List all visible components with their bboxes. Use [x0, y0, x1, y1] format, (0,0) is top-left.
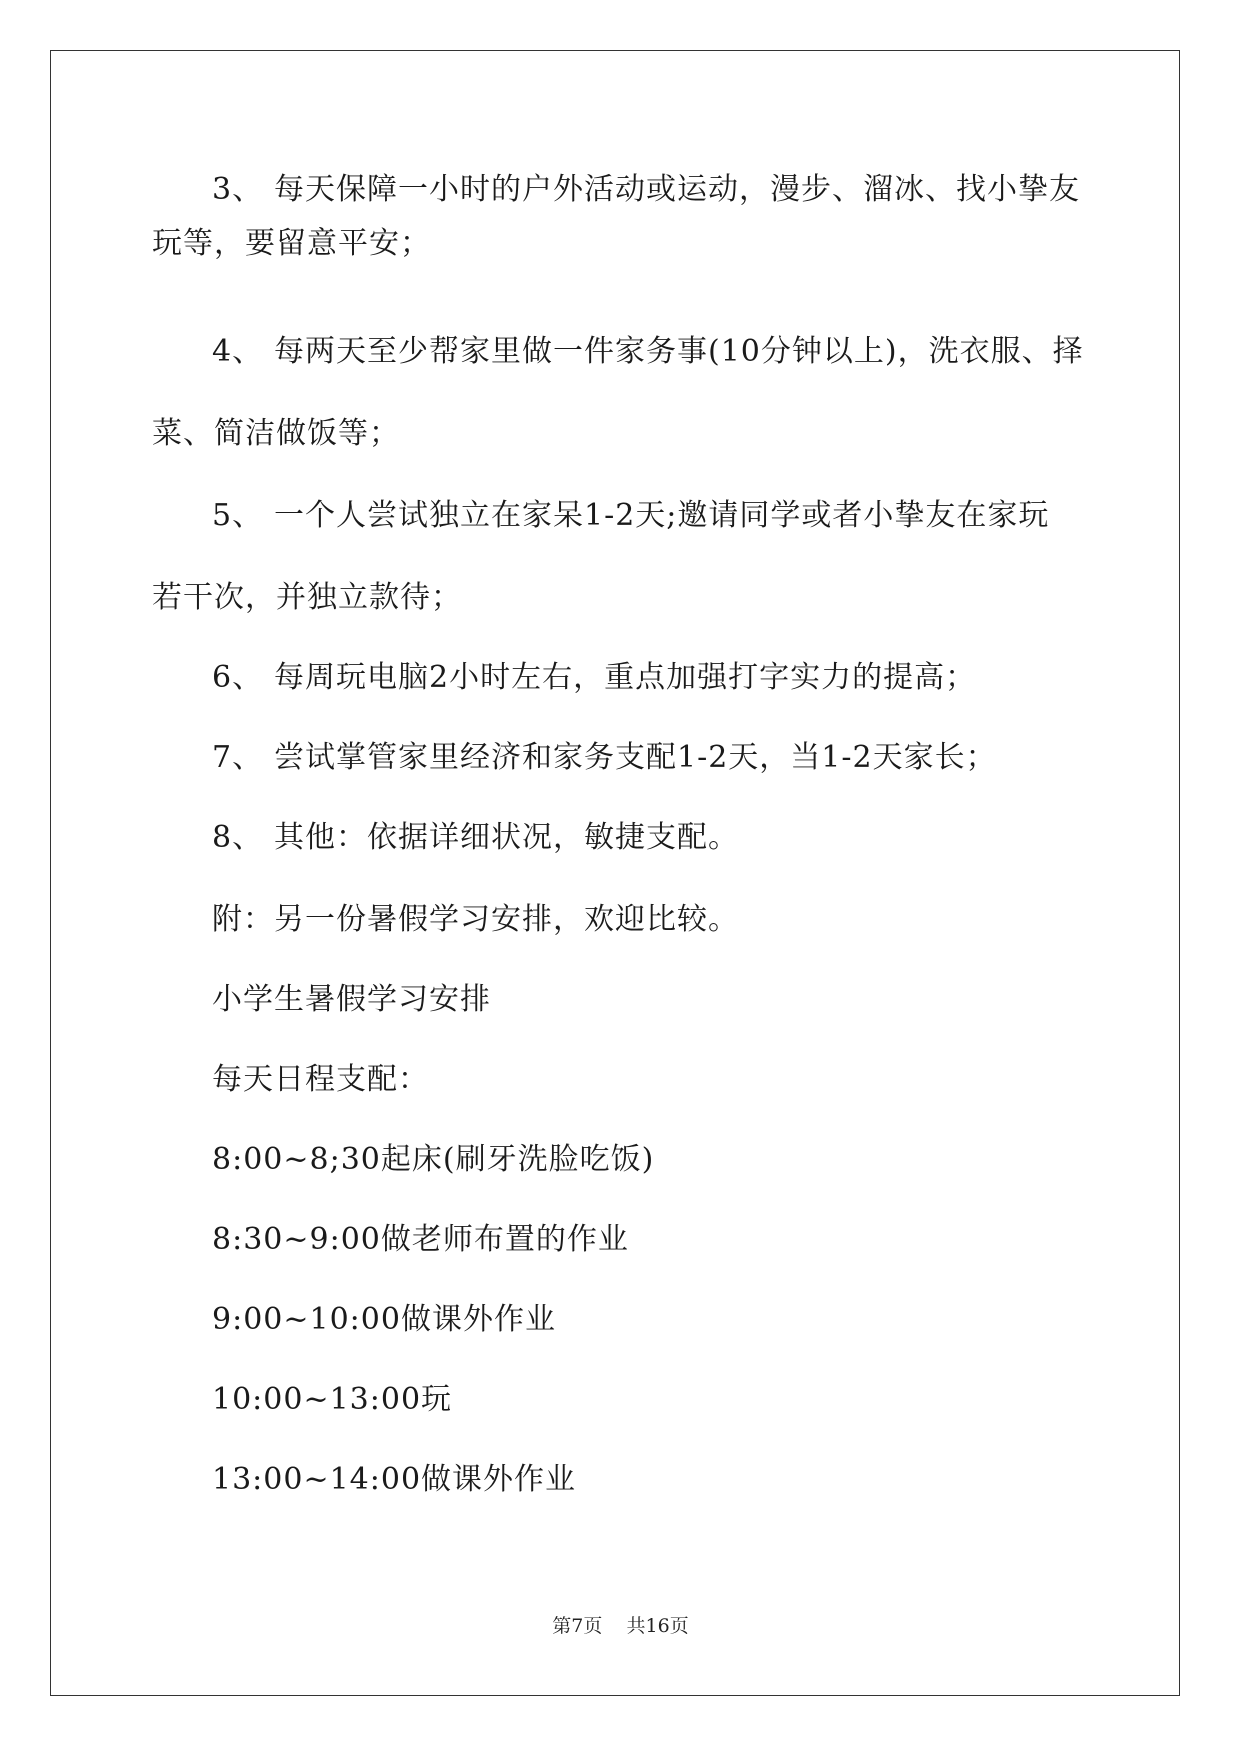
schedule-item: 10:00~13:00玩 — [212, 1382, 453, 1417]
schedule-item: 13:00~14:00做课外作业 — [212, 1462, 577, 1497]
list-item-text: 一个人尝试独立在家呆1-2天;邀请同学或者小挚友在家玩 — [274, 498, 1050, 533]
list-item-text: 每天保障一小时的户外活动或运动，漫步、溜冰、找小挚友 — [274, 172, 1080, 207]
list-number: 4、 — [212, 334, 264, 369]
schedule-item: 8:30~9:00做老师布置的作业 — [212, 1222, 629, 1257]
list-number: 3、 — [212, 172, 264, 207]
list-item-3-line-1 — [212, 172, 1080, 208]
footer-spacer — [602, 1615, 626, 1637]
list-number: 7、 — [212, 740, 264, 775]
schedule-heading: 每天日程支配： — [212, 1062, 429, 1097]
appendix-note: 附：另一份暑假学习安排，欢迎比较。 — [212, 902, 739, 937]
list-item-5-line-2: 若干次，并独立款待； — [152, 580, 462, 615]
total-pages: 共16页 — [626, 1615, 689, 1637]
list-item-text: 每两天至少帮家里做一件家务事(10分钟以上)，洗衣服、择 — [274, 334, 1084, 369]
list-item-text: 每周玩电脑2小时左右，重点加强打字实力的提高； — [274, 660, 977, 695]
list-item-3-line-2: 玩等，要留意平安； — [152, 226, 431, 261]
page-footer — [0, 1614, 1241, 1638]
schedule-item: 8:00~8;30起床(刷牙洗脸吃饭) — [212, 1142, 655, 1177]
list-number: 6、 — [212, 660, 264, 695]
list-item-8 — [212, 820, 739, 856]
page-border — [50, 50, 1180, 1696]
list-item-7 — [212, 740, 997, 776]
list-item-text: 其他：依据详细状况，敏捷支配。 — [274, 820, 739, 855]
list-item-text: 尝试掌管家里经济和家务支配1-2天，当1-2天家长； — [274, 740, 997, 775]
list-item-5-line-1 — [212, 498, 1049, 534]
list-item-4-line-1 — [212, 334, 1084, 370]
list-number: 5、 — [212, 498, 264, 533]
list-item-4-line-2: 菜、简洁做饭等； — [152, 416, 400, 451]
page-number: 第7页 — [552, 1615, 603, 1637]
list-item-6 — [212, 660, 976, 696]
list-number: 8、 — [212, 820, 264, 855]
schedule-item: 9:00~10:00做课外作业 — [212, 1302, 556, 1337]
section-title: 小学生暑假学习安排 — [212, 982, 491, 1017]
